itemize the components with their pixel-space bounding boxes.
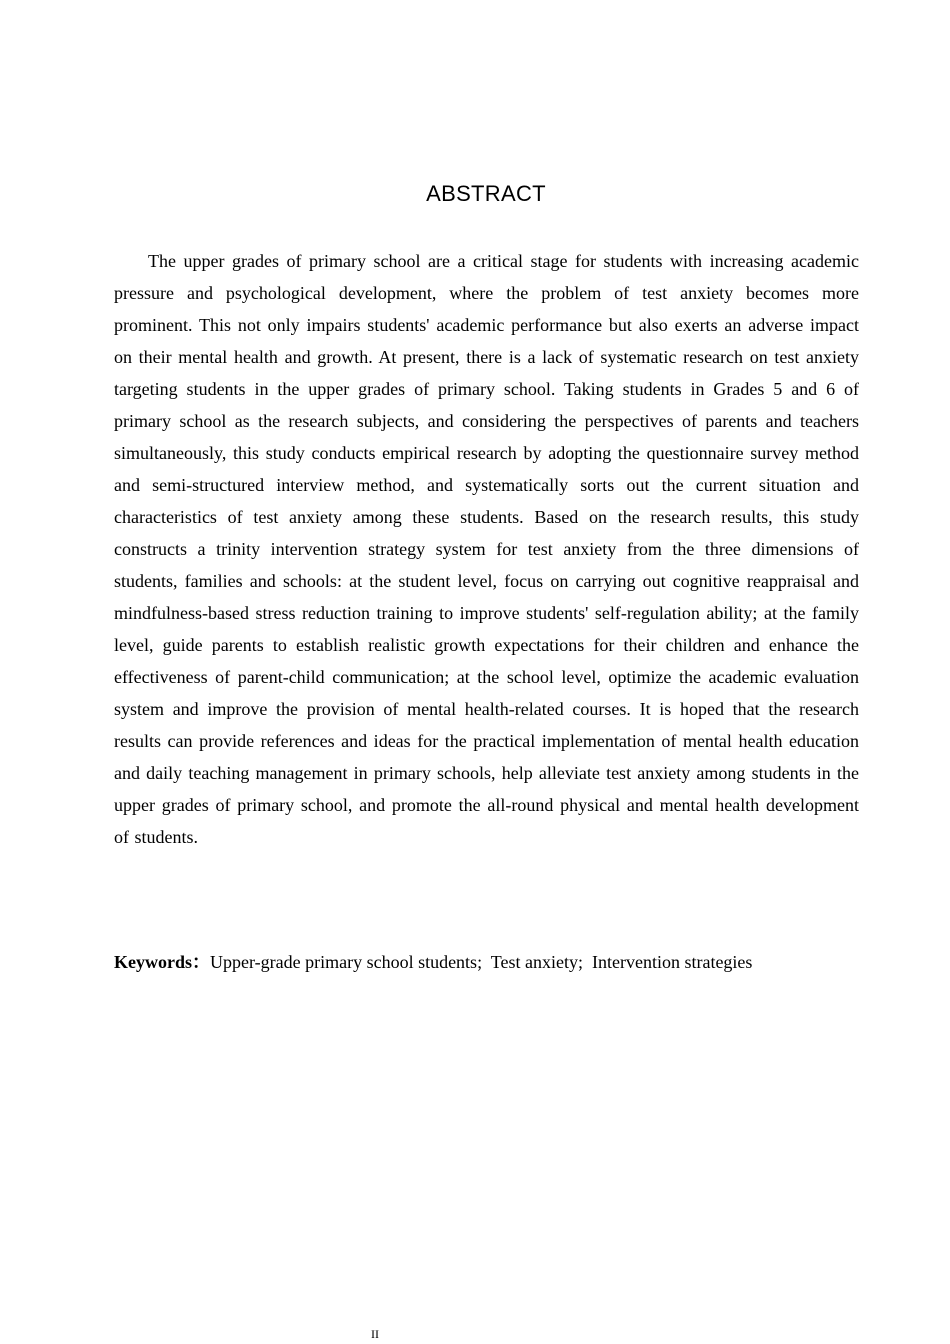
keyword-item: Intervention strategies (591, 952, 753, 972)
keywords-label: Keywords： (114, 952, 210, 972)
abstract-body: The upper grades of primary school are a critical stage for students with increasing academic pressure and psychological development, where the problem of test anxiety becomes more prominent. This not only impairs students' academic performance but also exerts an adverse impact on their mental health and growth. At present, there is a lack of systematic research on test anxiety targeting students in the upper grades of primary school. Taking students in Grades 5 and 6 of primary school as the research subjects, and considering the perspectives of parents and teachers simultaneously, this study conducts empirical research by adopting the questionnaire survey method and semi-structured interview method, and systematically sorts out the current situation and characteristics of test anxiety among these students. Based on the research results, this study constructs a trinity intervention strategy system for test anxiety from the three dimensions of students, families and schools: at the student level, focus on carrying out cognitive reappraisal and mindfulness-based stress reduction training to improve students' self-regulation ability; at the family level, guide parents to establish realistic growth expectations for their children and enhance the effectiveness of parent-child communication; at the school level, optimize the academic evaluation system and improve the provision of mental health-related courses. It is hoped that the research results can provide references and ideas for the practical implementation of mental health education and daily teaching management in primary schools, help alleviate test anxiety among students in the upper grades of primary school, and promote the all-round physical and mental health development of students. (114, 251, 859, 847)
keyword-item: Test anxiety; (490, 952, 583, 972)
page-number: II (371, 1327, 379, 1341)
keyword-item: Upper-grade primary school students; (210, 952, 483, 972)
keywords-line (114, 947, 859, 977)
abstract-title: ABSTRACT (426, 181, 546, 206)
